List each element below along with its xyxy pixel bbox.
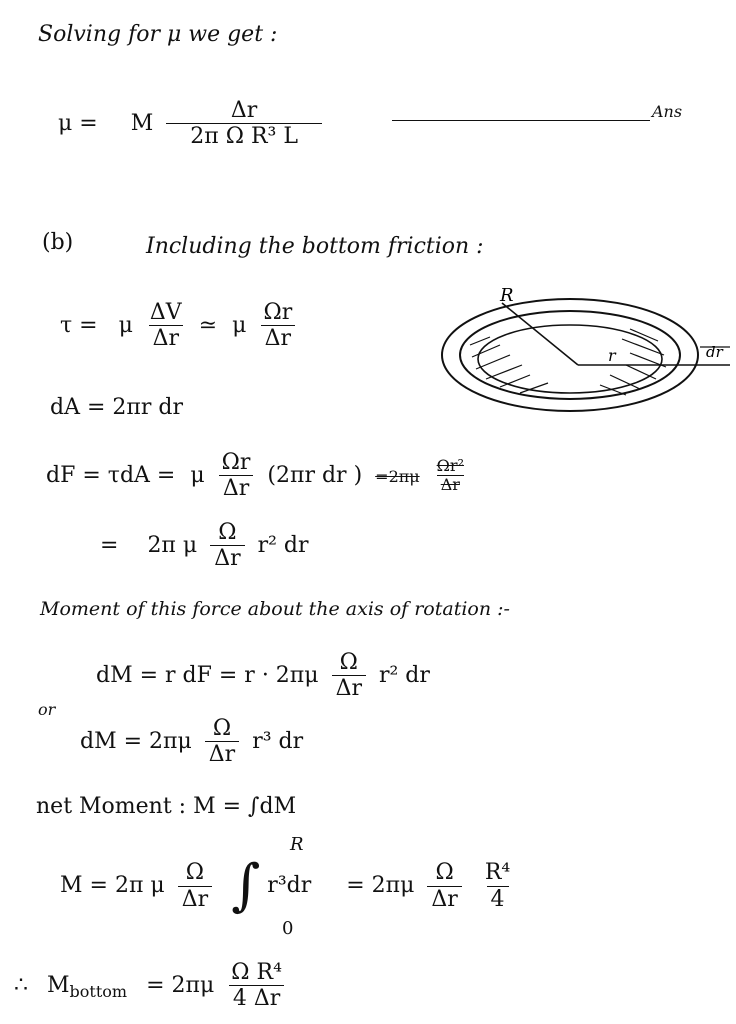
tau-mu1: μ (118, 312, 133, 338)
dA-equation: dA = 2πr dr (50, 395, 183, 420)
dM2-num: Ω (212, 716, 232, 741)
integral-upper: R (290, 834, 304, 855)
M-num1: Ω (185, 860, 205, 886)
dM2-frac (205, 716, 239, 768)
M-frac2 (427, 860, 461, 912)
dF-lhs: dF = τdA = (46, 462, 176, 488)
final-M: M (47, 972, 70, 998)
tau-lhs: τ = (60, 312, 98, 338)
M-lhs: M = 2π μ (60, 873, 165, 898)
tau-frac2 (259, 300, 296, 352)
tau-approx: ≃ (198, 312, 218, 338)
dF-den: Δr (219, 475, 253, 501)
M-den2: Δr (427, 886, 461, 912)
dF2-eq: = (100, 532, 119, 558)
tau-den2: Δr (261, 325, 295, 351)
tau-num1: ΔV (149, 300, 182, 325)
dM2-lhs: dM = 2πμ (80, 728, 192, 754)
dF-equation (46, 450, 474, 502)
tau-den1: Δr (149, 325, 183, 351)
tau-num2: Ωr (263, 300, 293, 325)
net-moment-text: net Moment : M = ∫dM (36, 794, 297, 819)
hatch-lines (470, 329, 666, 395)
mu-den: 2π Ω R³ L (166, 123, 322, 149)
final-num: Ω R⁴ (231, 960, 282, 985)
dF-mu: μ (190, 462, 205, 488)
final-frac (227, 960, 286, 1012)
tau-equation (60, 300, 302, 352)
dF-strike-num: Ωr² (436, 455, 464, 475)
final-equation (14, 960, 292, 1012)
mu-equation (58, 98, 328, 150)
dM1-equation (96, 650, 430, 702)
dF-strike-frac (433, 457, 468, 495)
mu-fraction (166, 98, 322, 150)
M-den3: 4 (487, 886, 509, 912)
moment-text: Moment of this force about the axis of rotation :- (40, 598, 510, 620)
dM2-den: Δr (205, 741, 239, 767)
M-num2: Ω (435, 860, 454, 886)
answer-label: Ans (652, 102, 683, 121)
dF2-equation (100, 520, 309, 572)
dF-paren: (2πr dr ) (267, 462, 363, 488)
label-R: R (500, 285, 514, 306)
mu-num: Δr (230, 98, 258, 123)
M-num3: R⁴ (484, 860, 511, 886)
outer-ring (442, 299, 698, 411)
disk-diagram (430, 285, 736, 435)
dF-strike: =2πμ (375, 466, 420, 486)
dM1-post: r² dr (378, 662, 430, 688)
M-integrand: r³dr (267, 873, 312, 898)
dF2-frac (210, 520, 244, 572)
M-rhs: = 2πμ (346, 873, 415, 898)
M-den1: Δr (178, 886, 212, 912)
final-den: 4 Δr (229, 985, 284, 1011)
answer-rule (392, 120, 650, 121)
dF2-den: Δr (210, 545, 244, 571)
tau-frac1 (146, 300, 186, 352)
dF-frac (218, 450, 255, 502)
M-equation (60, 853, 520, 918)
integral-sign: ∫ (231, 853, 261, 918)
dF2-pre: 2π μ (147, 532, 198, 558)
part-b-label: (b) (42, 230, 74, 255)
dM1-num: Ω (339, 650, 358, 675)
final-eq: = 2πμ (146, 972, 215, 998)
dM1-den: Δr (332, 675, 366, 701)
label-dr: dr (706, 343, 723, 361)
final-sub: bottom (69, 982, 128, 1002)
mu-lhs: μ = (58, 110, 98, 136)
mu-M: M (130, 110, 154, 136)
integral-lower: 0 (282, 918, 294, 939)
dM2-equation (80, 716, 303, 768)
dM2-post: r³ dr (252, 728, 304, 754)
heading-text: Solving for μ we get : (38, 22, 278, 47)
dF2-post: r² dr (257, 532, 309, 558)
or-text: or (38, 700, 56, 719)
M-frac3 (481, 860, 514, 912)
part-b-title: Including the bottom friction : (146, 234, 484, 259)
dM1-frac (332, 650, 366, 702)
dF-strike-den: Δr (437, 475, 464, 494)
dM1-lhs: dM = r dF = r · 2πμ (96, 662, 319, 688)
tau-mu2: μ (232, 312, 247, 338)
dF2-num: Ω (218, 520, 237, 545)
label-r: r (608, 346, 616, 365)
therefore-sign: ∴ (14, 972, 28, 998)
M-frac1 (178, 860, 212, 912)
dF-num: Ωr (221, 450, 251, 475)
